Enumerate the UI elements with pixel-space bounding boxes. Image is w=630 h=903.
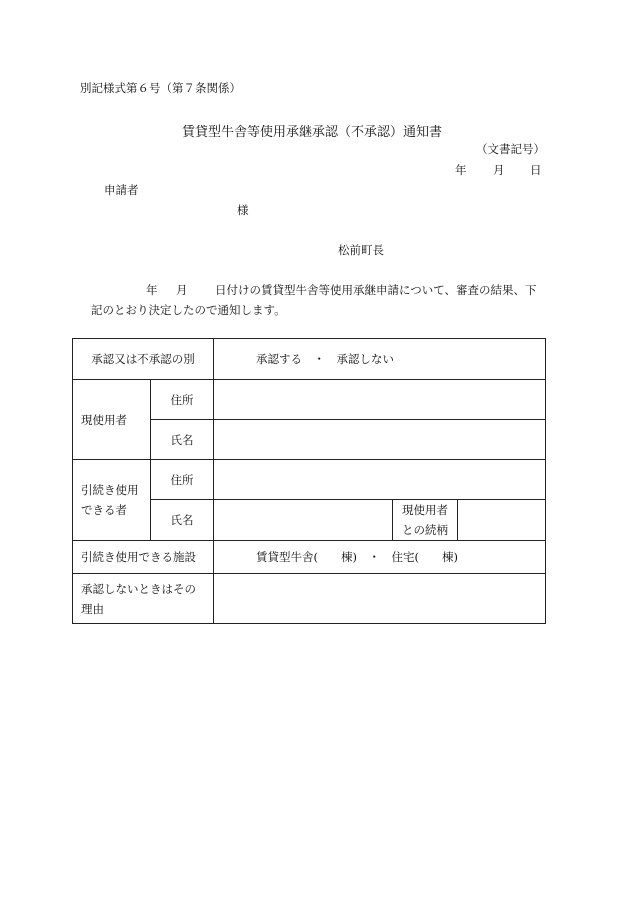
new-user-name-label: 氏名: [151, 500, 214, 541]
current-user-address-row: [73, 380, 546, 420]
new-user-label-line-1: 引続き使用: [81, 483, 139, 497]
applicant-label: 申請者: [104, 183, 139, 197]
facility-row: [73, 541, 546, 574]
current-user-address-label: 住所: [151, 380, 214, 420]
reason-label-line-1: 承認しないときはその: [81, 581, 196, 596]
relation-label-line-1: 現使用者: [402, 503, 448, 517]
new-user-address-label: 住所: [151, 460, 214, 500]
body-line-2: 記のとおり決定したので通知します。: [91, 303, 286, 317]
new-user-label: [73, 460, 151, 541]
current-user-label: 現使用者: [73, 380, 151, 460]
facility-label: 引続き使用できる施設: [73, 541, 214, 574]
relation-field[interactable]: [458, 500, 546, 541]
document-title: 賃貸型牛舎等使用承継承認（不承認）通知書: [182, 125, 443, 140]
date-day: 日: [530, 163, 542, 177]
new-user-address-field[interactable]: [214, 460, 546, 500]
current-user-address-field[interactable]: [214, 380, 546, 420]
approval-label: 承認又は不承認の別: [73, 339, 214, 380]
body-line-1: 日付けの賃貸型牛舎等使用承継申請について、審査の結果、下: [215, 283, 537, 297]
new-user-label-line-2: できる者: [81, 503, 127, 517]
date-year: 年: [455, 163, 467, 177]
reason-row: [73, 574, 546, 624]
relation-label-line-2: との続柄: [402, 523, 448, 537]
new-user-name-field[interactable]: [214, 500, 393, 541]
reason-field[interactable]: [214, 574, 546, 624]
new-user-address-row: [73, 460, 546, 500]
approval-value: 承認する ・ 承認しない: [214, 339, 546, 380]
issuer: 松前町長: [338, 243, 384, 257]
current-user-name-label: 氏名: [151, 420, 214, 460]
relation-label: [393, 500, 458, 541]
reason-label: [73, 574, 214, 624]
date-month: 月: [493, 163, 505, 177]
honorific: 様: [237, 203, 249, 217]
body-year: 年: [146, 283, 158, 297]
decision-table: [72, 338, 546, 624]
form-number: 別記様式第６号（第７条関係）: [80, 81, 241, 95]
reason-label-line-2: 理由: [81, 601, 104, 616]
approval-row: [73, 339, 546, 380]
facility-value: 賃貸型牛舎( 棟) ・ 住宅( 棟): [214, 541, 546, 574]
body-month: 月: [176, 283, 188, 297]
document-code: （文書記号）: [476, 142, 545, 156]
current-user-name-field[interactable]: [214, 420, 546, 460]
